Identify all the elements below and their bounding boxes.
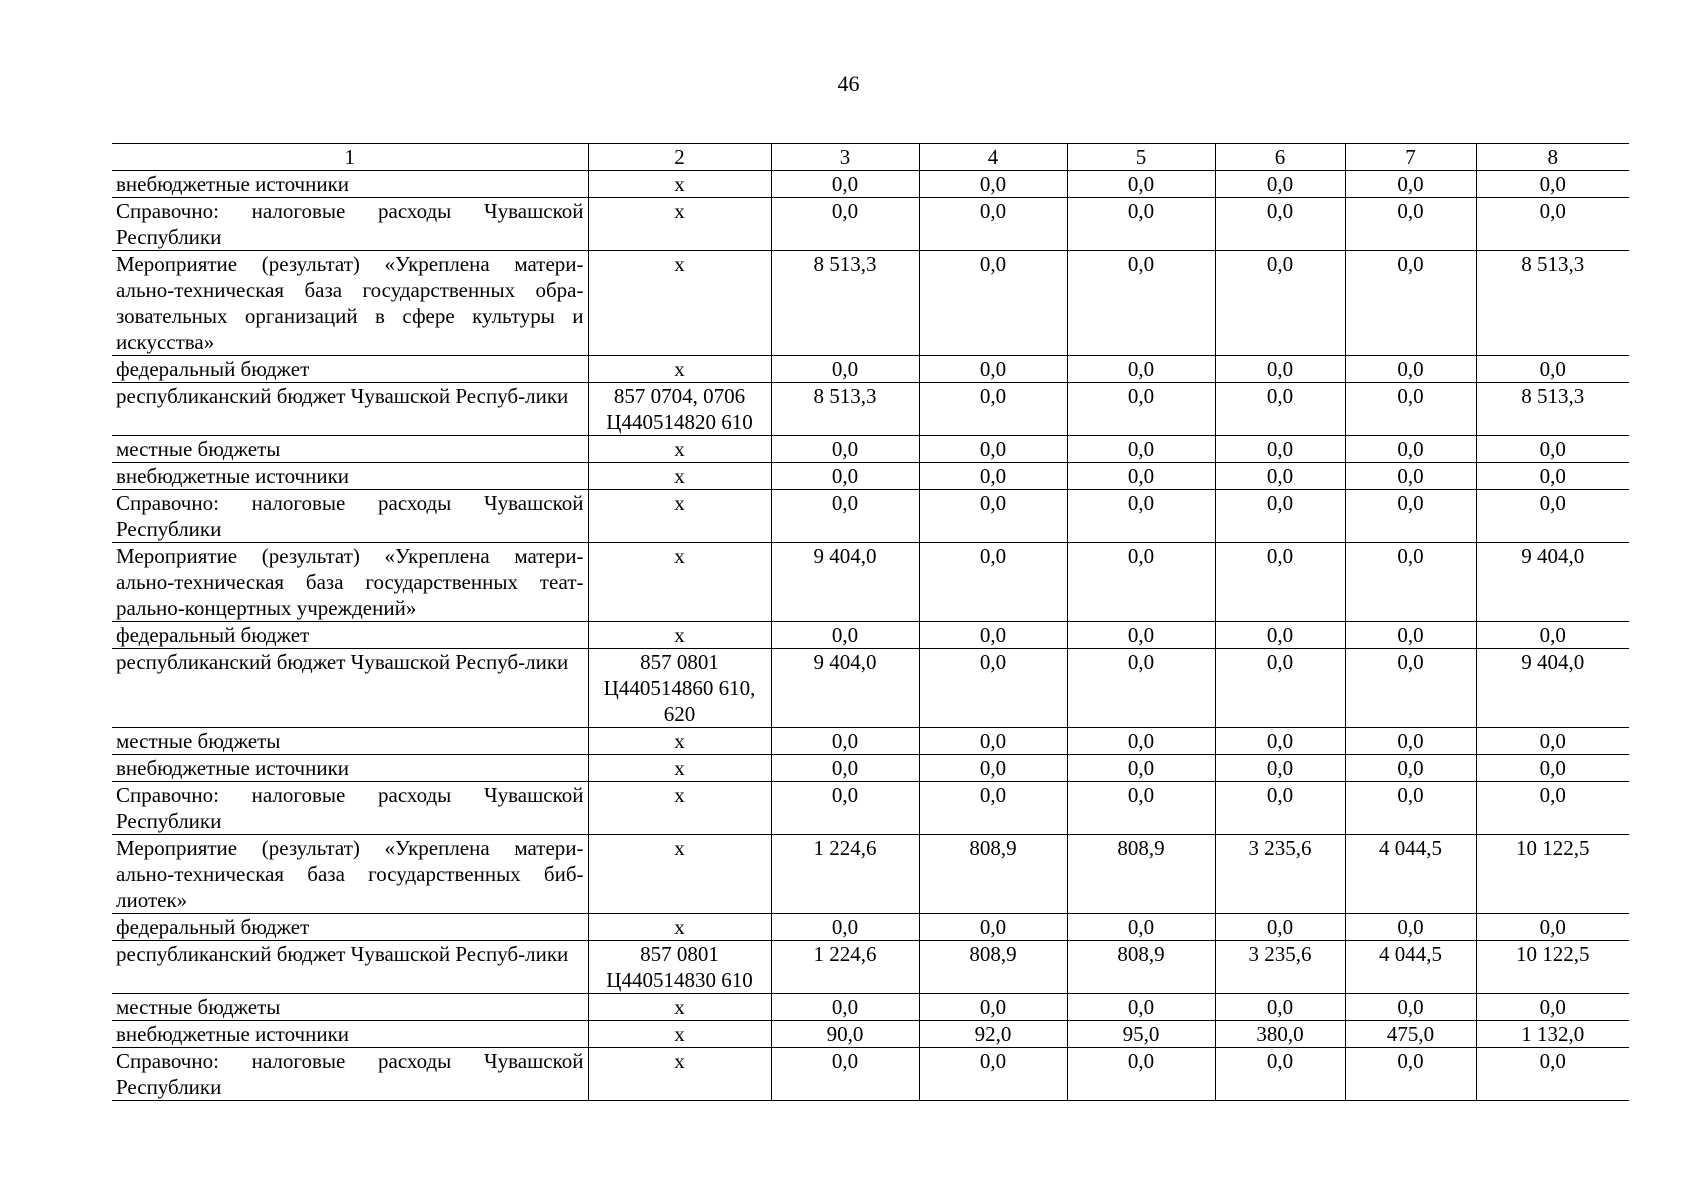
row-budget-code: x bbox=[588, 463, 771, 490]
row-value-col-6: 0,0 bbox=[1215, 914, 1345, 941]
table-row bbox=[112, 356, 1629, 383]
column-header-7: 7 bbox=[1345, 144, 1476, 171]
row-label: местные бюджеты bbox=[112, 728, 588, 755]
row-value-col-6: 0,0 bbox=[1215, 490, 1345, 543]
row-label: внебюджетные источники bbox=[112, 171, 588, 198]
table-row bbox=[112, 835, 1629, 914]
row-value-col-7: 0,0 bbox=[1345, 755, 1476, 782]
row-value-col-8: 0,0 bbox=[1476, 171, 1629, 198]
row-value-col-7: 0,0 bbox=[1345, 490, 1476, 543]
row-value-col-6: 0,0 bbox=[1215, 543, 1345, 622]
row-value-col-5: 0,0 bbox=[1067, 490, 1215, 543]
row-value-col-7: 0,0 bbox=[1345, 356, 1476, 383]
row-value-col-3: 0,0 bbox=[771, 728, 919, 755]
row-value-col-3: 8 513,3 bbox=[771, 251, 919, 356]
row-value-col-3: 0,0 bbox=[771, 914, 919, 941]
row-value-col-5: 0,0 bbox=[1067, 649, 1215, 728]
row-value-col-8: 0,0 bbox=[1476, 490, 1629, 543]
row-value-col-3: 0,0 bbox=[771, 171, 919, 198]
row-value-col-5: 0,0 bbox=[1067, 914, 1215, 941]
row-value-col-8: 0,0 bbox=[1476, 198, 1629, 251]
table-row bbox=[112, 755, 1629, 782]
row-value-col-8: 9 404,0 bbox=[1476, 543, 1629, 622]
row-value-col-8: 8 513,3 bbox=[1476, 383, 1629, 436]
row-value-col-7: 0,0 bbox=[1345, 994, 1476, 1021]
row-value-col-6: 0,0 bbox=[1215, 463, 1345, 490]
row-value-col-6: 0,0 bbox=[1215, 171, 1345, 198]
row-value-col-3: 0,0 bbox=[771, 463, 919, 490]
row-value-col-5: 0,0 bbox=[1067, 251, 1215, 356]
row-value-col-5: 808,9 bbox=[1067, 941, 1215, 994]
row-value-col-5: 0,0 bbox=[1067, 728, 1215, 755]
row-value-col-5: 808,9 bbox=[1067, 835, 1215, 914]
column-header-3: 3 bbox=[771, 144, 919, 171]
budget-table bbox=[112, 143, 1629, 1101]
row-value-col-7: 0,0 bbox=[1345, 622, 1476, 649]
row-budget-code: x bbox=[588, 1048, 771, 1101]
table-row bbox=[112, 649, 1629, 728]
row-label: республиканский бюджет Чувашской Респуб-лики bbox=[112, 941, 588, 994]
row-value-col-4: 0,0 bbox=[919, 251, 1067, 356]
row-value-col-6: 0,0 bbox=[1215, 198, 1345, 251]
row-budget-code: x bbox=[588, 782, 771, 835]
row-value-col-7: 0,0 bbox=[1345, 436, 1476, 463]
row-value-col-6: 0,0 bbox=[1215, 728, 1345, 755]
row-value-col-6: 0,0 bbox=[1215, 383, 1345, 436]
row-label: Справочно: налоговые расходы Чувашской Республики bbox=[112, 1048, 588, 1101]
row-value-col-7: 475,0 bbox=[1345, 1021, 1476, 1048]
row-value-col-3: 0,0 bbox=[771, 1048, 919, 1101]
row-value-col-8: 0,0 bbox=[1476, 728, 1629, 755]
row-budget-code: 857 0704, 0706 Ц440514820 610 bbox=[588, 383, 771, 436]
row-value-col-6: 0,0 bbox=[1215, 994, 1345, 1021]
row-budget-code: x bbox=[588, 198, 771, 251]
column-header-2: 2 bbox=[588, 144, 771, 171]
row-label: внебюджетные источники bbox=[112, 463, 588, 490]
row-value-col-7: 0,0 bbox=[1345, 543, 1476, 622]
row-value-col-4: 0,0 bbox=[919, 649, 1067, 728]
row-value-col-7: 0,0 bbox=[1345, 782, 1476, 835]
row-budget-code: x bbox=[588, 171, 771, 198]
row-value-col-8: 0,0 bbox=[1476, 914, 1629, 941]
row-budget-code: x bbox=[588, 622, 771, 649]
table-row bbox=[112, 490, 1629, 543]
row-value-col-3: 1 224,6 bbox=[771, 835, 919, 914]
row-value-col-8: 0,0 bbox=[1476, 436, 1629, 463]
row-value-col-5: 95,0 bbox=[1067, 1021, 1215, 1048]
table-row bbox=[112, 728, 1629, 755]
column-header-8: 8 bbox=[1476, 144, 1629, 171]
row-value-col-6: 0,0 bbox=[1215, 251, 1345, 356]
table-header bbox=[112, 144, 1629, 171]
row-value-col-6: 3 235,6 bbox=[1215, 835, 1345, 914]
row-label: внебюджетные источники bbox=[112, 755, 588, 782]
row-value-col-4: 0,0 bbox=[919, 463, 1067, 490]
row-value-col-7: 0,0 bbox=[1345, 198, 1476, 251]
row-value-col-6: 0,0 bbox=[1215, 1048, 1345, 1101]
row-label: Справочно: налоговые расходы Чувашской Республики bbox=[112, 490, 588, 543]
row-value-col-3: 9 404,0 bbox=[771, 649, 919, 728]
row-value-col-4: 0,0 bbox=[919, 356, 1067, 383]
row-label: республиканский бюджет Чувашской Респуб-лики bbox=[112, 649, 588, 728]
row-value-col-4: 0,0 bbox=[919, 436, 1067, 463]
row-label: федеральный бюджет bbox=[112, 622, 588, 649]
row-value-col-5: 0,0 bbox=[1067, 622, 1215, 649]
table-row bbox=[112, 1048, 1629, 1101]
row-value-col-7: 4 044,5 bbox=[1345, 941, 1476, 994]
page-number: 46 bbox=[837, 71, 860, 96]
row-value-col-5: 0,0 bbox=[1067, 755, 1215, 782]
row-budget-code: x bbox=[588, 356, 771, 383]
row-value-col-6: 0,0 bbox=[1215, 782, 1345, 835]
table-row bbox=[112, 994, 1629, 1021]
row-value-col-7: 0,0 bbox=[1345, 251, 1476, 356]
row-value-col-5: 0,0 bbox=[1067, 463, 1215, 490]
row-value-col-4: 0,0 bbox=[919, 994, 1067, 1021]
row-value-col-4: 0,0 bbox=[919, 914, 1067, 941]
row-value-col-4: 0,0 bbox=[919, 543, 1067, 622]
row-budget-code: x bbox=[588, 914, 771, 941]
row-budget-code: x bbox=[588, 251, 771, 356]
row-label: республиканский бюджет Чувашской Респуб-лики bbox=[112, 383, 588, 436]
table-row bbox=[112, 463, 1629, 490]
column-header-5: 5 bbox=[1067, 144, 1215, 171]
row-value-col-8: 0,0 bbox=[1476, 755, 1629, 782]
row-value-col-7: 4 044,5 bbox=[1345, 835, 1476, 914]
row-value-col-8: 8 513,3 bbox=[1476, 251, 1629, 356]
row-budget-code: x bbox=[588, 994, 771, 1021]
row-budget-code: x bbox=[588, 1021, 771, 1048]
row-value-col-3: 90,0 bbox=[771, 1021, 919, 1048]
row-value-col-5: 0,0 bbox=[1067, 383, 1215, 436]
row-value-col-4: 0,0 bbox=[919, 383, 1067, 436]
row-value-col-7: 0,0 bbox=[1345, 463, 1476, 490]
row-value-col-5: 0,0 bbox=[1067, 436, 1215, 463]
row-value-col-4: 0,0 bbox=[919, 198, 1067, 251]
table-row bbox=[112, 198, 1629, 251]
row-value-col-5: 0,0 bbox=[1067, 782, 1215, 835]
row-value-col-8: 0,0 bbox=[1476, 622, 1629, 649]
row-value-col-7: 0,0 bbox=[1345, 728, 1476, 755]
row-budget-code: x bbox=[588, 490, 771, 543]
table-row bbox=[112, 383, 1629, 436]
row-value-col-3: 0,0 bbox=[771, 198, 919, 251]
row-label: Мероприятие (результат) «Укреплена матери-ально-техническая база государственных обра-зовательных организаций в сфере культуры и искусства» bbox=[112, 251, 588, 356]
row-value-col-8: 10 122,5 bbox=[1476, 835, 1629, 914]
row-value-col-3: 0,0 bbox=[771, 490, 919, 543]
row-value-col-6: 3 235,6 bbox=[1215, 941, 1345, 994]
row-value-col-4: 0,0 bbox=[919, 171, 1067, 198]
row-value-col-5: 0,0 bbox=[1067, 994, 1215, 1021]
row-value-col-5: 0,0 bbox=[1067, 356, 1215, 383]
row-value-col-5: 0,0 bbox=[1067, 543, 1215, 622]
table-row bbox=[112, 543, 1629, 622]
row-value-col-8: 0,0 bbox=[1476, 1048, 1629, 1101]
row-value-col-3: 8 513,3 bbox=[771, 383, 919, 436]
row-value-col-4: 808,9 bbox=[919, 941, 1067, 994]
row-value-col-4: 0,0 bbox=[919, 622, 1067, 649]
row-value-col-8: 0,0 bbox=[1476, 463, 1629, 490]
row-value-col-7: 0,0 bbox=[1345, 1048, 1476, 1101]
row-value-col-3: 0,0 bbox=[771, 436, 919, 463]
row-value-col-4: 808,9 bbox=[919, 835, 1067, 914]
row-value-col-5: 0,0 bbox=[1067, 171, 1215, 198]
row-value-col-6: 0,0 bbox=[1215, 436, 1345, 463]
row-value-col-4: 0,0 bbox=[919, 728, 1067, 755]
row-budget-code: x bbox=[588, 835, 771, 914]
column-header-4: 4 bbox=[919, 144, 1067, 171]
table-row bbox=[112, 782, 1629, 835]
row-label: внебюджетные источники bbox=[112, 1021, 588, 1048]
column-header-1: 1 bbox=[112, 144, 588, 171]
row-value-col-6: 380,0 bbox=[1215, 1021, 1345, 1048]
row-value-col-4: 0,0 bbox=[919, 1048, 1067, 1101]
row-value-col-3: 0,0 bbox=[771, 755, 919, 782]
row-value-col-7: 0,0 bbox=[1345, 171, 1476, 198]
row-budget-code: x bbox=[588, 728, 771, 755]
row-value-col-3: 0,0 bbox=[771, 622, 919, 649]
row-value-col-8: 0,0 bbox=[1476, 356, 1629, 383]
row-label: Справочно: налоговые расходы Чувашской Республики bbox=[112, 198, 588, 251]
row-label: местные бюджеты bbox=[112, 994, 588, 1021]
row-value-col-6: 0,0 bbox=[1215, 622, 1345, 649]
row-value-col-6: 0,0 bbox=[1215, 755, 1345, 782]
table-body bbox=[112, 171, 1629, 1101]
row-value-col-3: 0,0 bbox=[771, 994, 919, 1021]
row-value-col-7: 0,0 bbox=[1345, 383, 1476, 436]
row-value-col-3: 9 404,0 bbox=[771, 543, 919, 622]
row-value-col-8: 1 132,0 bbox=[1476, 1021, 1629, 1048]
row-label: местные бюджеты bbox=[112, 436, 588, 463]
row-value-col-5: 0,0 bbox=[1067, 198, 1215, 251]
row-budget-code: 857 0801 Ц440514830 610 bbox=[588, 941, 771, 994]
row-value-col-7: 0,0 bbox=[1345, 649, 1476, 728]
row-value-col-4: 0,0 bbox=[919, 782, 1067, 835]
row-value-col-3: 0,0 bbox=[771, 356, 919, 383]
row-value-col-3: 0,0 bbox=[771, 782, 919, 835]
table-row bbox=[112, 171, 1629, 198]
row-value-col-5: 0,0 bbox=[1067, 1048, 1215, 1101]
row-budget-code: x bbox=[588, 755, 771, 782]
row-value-col-6: 0,0 bbox=[1215, 356, 1345, 383]
row-value-col-8: 9 404,0 bbox=[1476, 649, 1629, 728]
row-budget-code: x bbox=[588, 436, 771, 463]
row-label: федеральный бюджет bbox=[112, 914, 588, 941]
header-row bbox=[112, 144, 1629, 171]
table-row bbox=[112, 914, 1629, 941]
row-value-col-4: 92,0 bbox=[919, 1021, 1067, 1048]
row-label: Мероприятие (результат) «Укреплена матери-ально-техническая база государственных биб-лиотек» bbox=[112, 835, 588, 914]
row-budget-code: 857 0801 Ц440514860 610, 620 bbox=[588, 649, 771, 728]
table-row bbox=[112, 941, 1629, 994]
row-value-col-3: 1 224,6 bbox=[771, 941, 919, 994]
table-row bbox=[112, 436, 1629, 463]
row-value-col-4: 0,0 bbox=[919, 755, 1067, 782]
row-label: Мероприятие (результат) «Укреплена матери-ально-техническая база государственных теат-рально-концертных учреждений» bbox=[112, 543, 588, 622]
table-row bbox=[112, 1021, 1629, 1048]
row-value-col-6: 0,0 bbox=[1215, 649, 1345, 728]
row-value-col-8: 0,0 bbox=[1476, 782, 1629, 835]
row-label: Справочно: налоговые расходы Чувашской Республики bbox=[112, 782, 588, 835]
column-header-6: 6 bbox=[1215, 144, 1345, 171]
row-value-col-8: 0,0 bbox=[1476, 994, 1629, 1021]
table-row bbox=[112, 622, 1629, 649]
row-budget-code: x bbox=[588, 543, 771, 622]
row-value-col-8: 10 122,5 bbox=[1476, 941, 1629, 994]
row-value-col-4: 0,0 bbox=[919, 490, 1067, 543]
table-row bbox=[112, 251, 1629, 356]
row-value-col-7: 0,0 bbox=[1345, 914, 1476, 941]
row-label: федеральный бюджет bbox=[112, 356, 588, 383]
